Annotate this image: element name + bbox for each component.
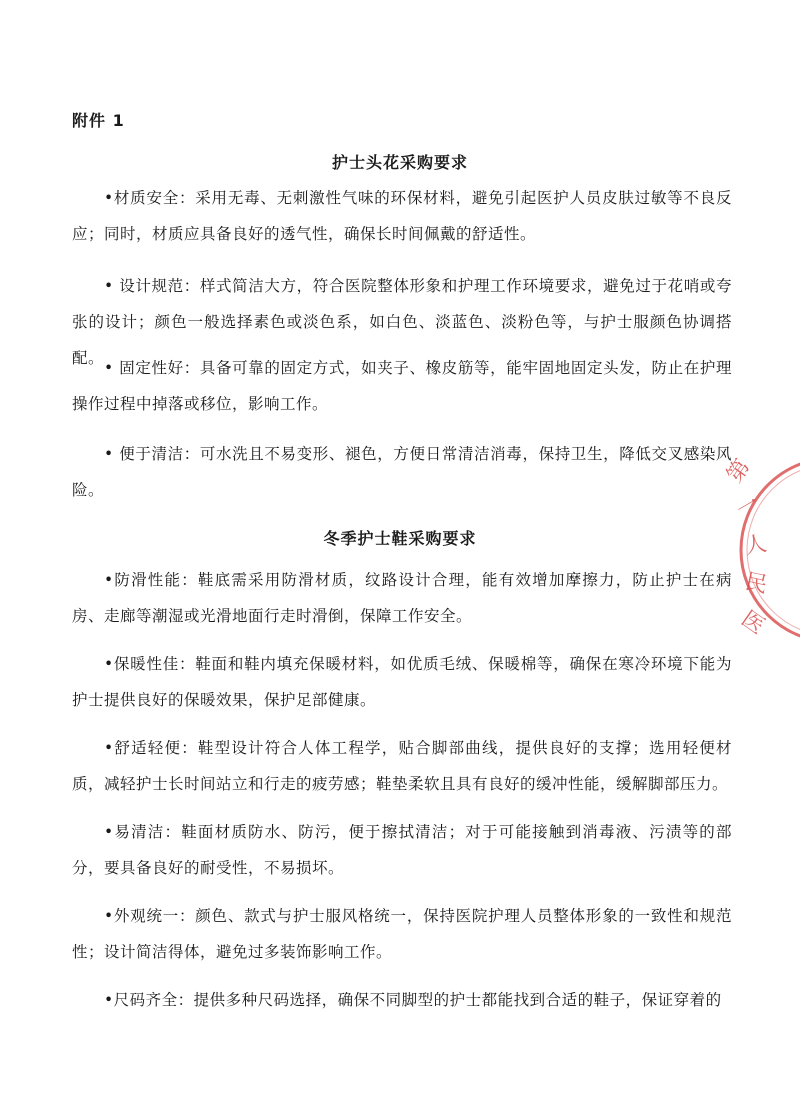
section-title-winter-shoes: 冬季护士鞋采购要求 [323, 529, 477, 548]
seal-character: 人 [742, 531, 769, 560]
official-seal-stamp [718, 452, 800, 652]
paragraph-material-safety: •材质安全：采用无毒、无刺激性气味的环保材料，避免引起医护人员皮肤过敏等不良反应；同时，材质应具备良好的透气性，确保长时间佩戴的舒适性。 [72, 189, 732, 243]
paragraph-fixation: • 固定性好：具备可靠的固定方式，如夹子、橡皮筋等，能牢固地固定头发，防止在护理操作过程中掉落或移位，影响工作。 [72, 359, 732, 413]
paragraph-sizes: •尺码齐全：提供多种尺码选择，确保不同脚型的护士都能找到合适的鞋子，保证穿着的 [104, 991, 722, 1009]
seal-character: 第 [722, 455, 756, 488]
paragraph-antislip: •防滑性能：鞋底需采用防滑材质，纹路设计合理，能有效增加摩擦力，防止护士在病房、走廊等潮湿或光滑地面行走时滑倒，保障工作安全。 [72, 571, 732, 625]
paragraph-appearance: •外观统一：颜色、款式与护士服风格统一，保持医院护理人员整体形象的一致性和规范性；设计简洁得体，避免过多装饰影响工作。 [72, 907, 732, 961]
seal-character: 一 [732, 490, 765, 524]
annex-label: 附件 1 [72, 111, 125, 130]
section-title-headflower: 护士头花采购要求 [331, 153, 468, 172]
paragraph-easy-clean: •易清洁：鞋面材质防水、防污，便于擦拭清洁；对于可能接触到消毒液、污渍等的部分，要具备良好的耐受性，不易损坏。 [72, 823, 732, 877]
seal-character: 民 [742, 569, 770, 599]
paragraph-comfort: •舒适轻便：鞋型设计符合人体工程学，贴合脚部曲线，提供良好的支撑；选用轻便材质，减轻护士长时间站立和行走的疲劳感；鞋垫柔软且具有良好的缓冲性能，缓解脚部压力。 [72, 739, 732, 793]
paragraph-cleaning: • 便于清洁：可水洗且不易变形、褪色，方便日常清洁消毒，保持卫生，降低交叉感染风险。 [72, 445, 732, 499]
paragraph-warmth: •保暖性佳：鞋面和鞋内填充保暖材料，如优质毛绒、保暖棉等，确保在寒冷环境下能为护士提供良好的保暖效果，保护足部健康。 [72, 655, 732, 709]
seal-character: 医 [736, 606, 769, 640]
paragraph-design-spec: • 设计规范：样式简洁大方，符合医院整体形象和护理工作环境要求，避免过于花哨或夸张的设计；颜色一般选择素色或淡色系，如白色、淡蓝色、淡粉色等，与护士服颜色协调搭配。 [72, 277, 732, 367]
